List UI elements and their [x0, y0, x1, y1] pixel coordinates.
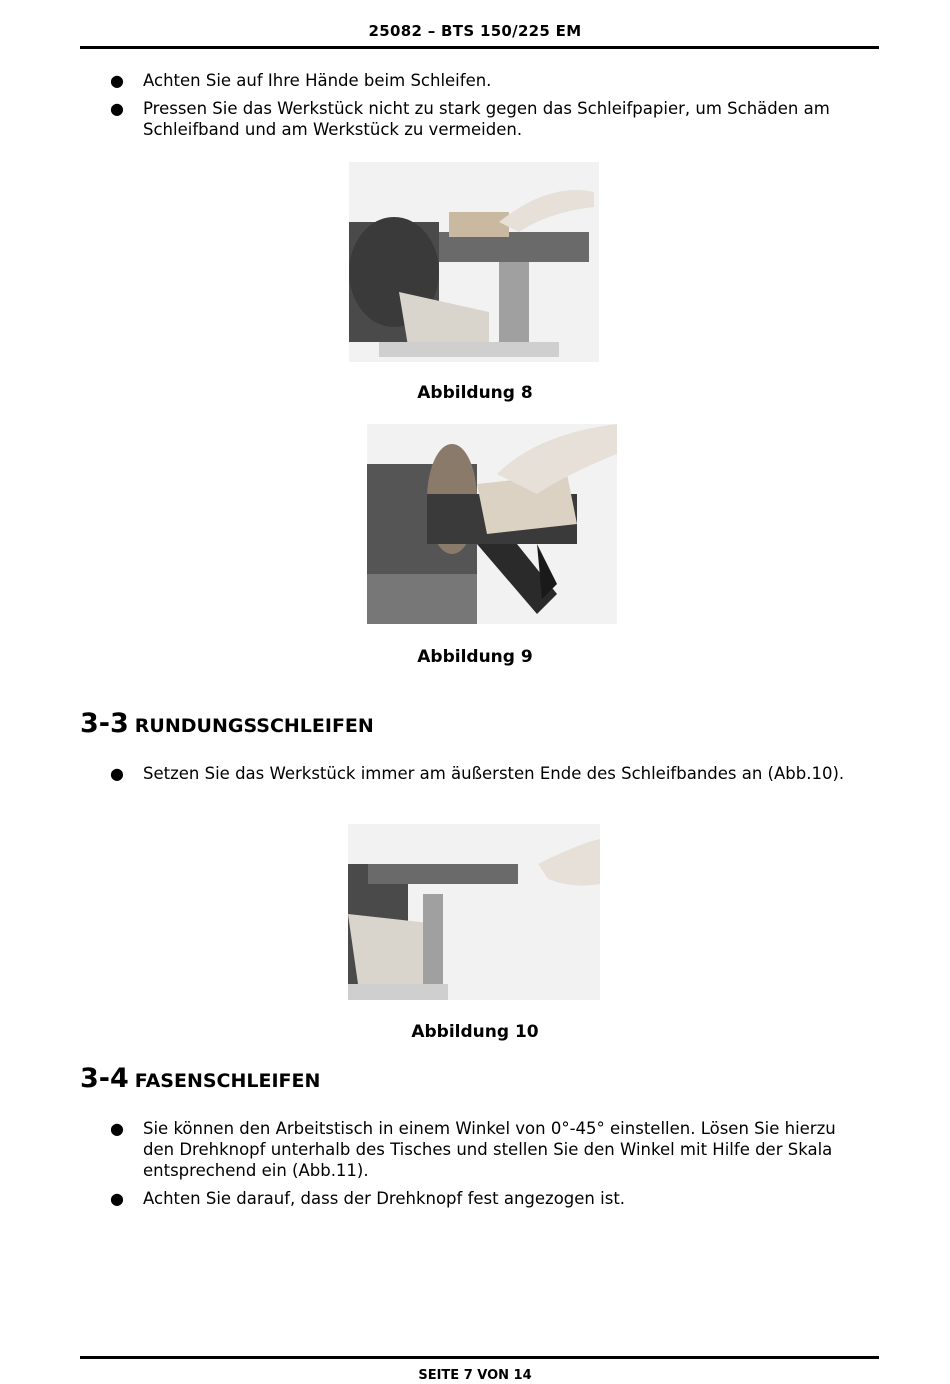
header-rule — [80, 46, 879, 49]
bullet-icon: ● — [110, 99, 124, 118]
bullet-icon: ● — [110, 764, 124, 783]
section-title: RUNDUNGSSCHLEIFEN — [134, 715, 374, 737]
figure-8-image — [349, 162, 599, 362]
bullet-item: ● Achten Sie darauf, dass der Drehknopf fest angezogen ist. — [110, 1189, 626, 1208]
page-header-title: 25082 – BTS 150/225 EM — [368, 22, 582, 40]
figure-10-image — [348, 824, 600, 1000]
bullet-item: ● Achten Sie auf Ihre Hände beim Schleifen. — [110, 71, 492, 90]
figure-10-caption: Abbildung 10 — [411, 1022, 539, 1042]
section-number: 3-4 — [80, 1063, 129, 1094]
section-3-3-heading — [80, 708, 374, 739]
bullet-item: ● Setzen Sie das Werkstück immer am äußersten Ende des Schleifbandes an (Abb.10). — [110, 764, 845, 783]
bullet-icon: ● — [110, 71, 124, 90]
bullet-item: ● Sie können den Arbeitstisch in einem Winkel von 0°-45° einstellen. Lösen Sie hierzu den Drehknopf unterhalb des Tisches und stellen Sie den Winkel mit Hilfe der Skala entsprechend ein (Abb.11). — [110, 1119, 836, 1180]
bullet-icon: ● — [110, 1119, 124, 1138]
footer-rule — [80, 1356, 879, 1359]
figure-9-caption: Abbildung 9 — [417, 647, 533, 667]
bullet-item: ● Pressen Sie das Werkstück nicht zu stark gegen das Schleifpapier, um Schäden am Schleifband und am Werkstück zu vermeiden. — [110, 99, 830, 139]
section-title: FASENSCHLEIFEN — [134, 1070, 321, 1092]
intro-bullet-list — [110, 70, 870, 147]
figure-8-caption: Abbildung 8 — [417, 383, 533, 403]
figure-9-image — [367, 424, 617, 624]
section-3-4-bullet-list — [110, 1118, 870, 1216]
section-3-4-heading — [80, 1063, 320, 1094]
section-number: 3-3 — [80, 708, 129, 739]
bullet-icon: ● — [110, 1189, 124, 1208]
page-number: SEITE 7 VON 14 — [418, 1368, 532, 1383]
section-3-3-bullet-list — [110, 763, 870, 791]
